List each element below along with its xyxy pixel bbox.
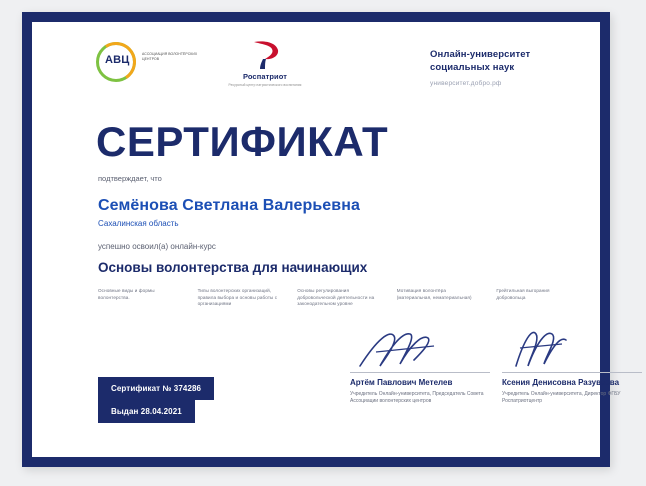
issue-date-badge: Выдан 28.04.2021	[98, 400, 195, 423]
badge-group	[98, 377, 214, 423]
signature-scribble-icon	[350, 326, 490, 372]
topic-item: Основы регулирования добровольческой деятельности на законодательном уровне	[297, 288, 375, 307]
signatory-name: Ксения Денисовна Разуваева	[502, 377, 620, 387]
confirm-text: подтверждает, что	[98, 174, 162, 183]
avc-abbr: АВЦ	[105, 54, 130, 66]
avc-subtitle: АССОЦИАЦИЯ ВОЛОНТЁРСКИХ ЦЕНТРОВ	[142, 52, 198, 61]
certificate-number-badge: Сертификат № 374286	[98, 377, 214, 400]
rospatriot-subtitle: Ресурсный центр патриотического воспитания	[228, 83, 302, 87]
topic-item: Грейтильная выгорания добровольца	[496, 288, 550, 300]
certificate-header	[54, 40, 578, 106]
avc-logo	[96, 40, 200, 84]
signatory-role: Учредитель Онлайн-университета, Председатель Совета Ассоциации волонтерских центров	[350, 390, 484, 404]
university-block	[430, 48, 570, 87]
rospatriot-logo	[226, 40, 304, 92]
topics-list	[98, 288, 578, 308]
rospatriot-mark-icon	[248, 40, 282, 70]
topic-item: Основные виды и формы волонтерства.	[98, 288, 155, 300]
certificate-body	[32, 22, 621, 457]
signatory-role: Учредитель Онлайн-университета, Директор ФГБУ Роспатриотцентр	[502, 390, 621, 404]
university-title: Онлайн-университет социальных наук	[430, 49, 531, 73]
logo-group	[96, 40, 304, 92]
signatory-name: Артём Павлович Метелев	[350, 377, 453, 387]
rospatriot-name: Роспатриот	[242, 72, 288, 81]
signature-block	[502, 326, 642, 405]
signature-scribble-icon	[502, 326, 642, 372]
signature-block	[350, 326, 490, 405]
topic-item: Мотивация волонтёра (материальная, нематериальная)	[396, 288, 472, 300]
certificate-content	[54, 40, 621, 441]
course-name: Основы волонтерства для начинающих	[98, 260, 368, 275]
recipient-name: Семёнова Светлана Валерьевна	[98, 197, 360, 214]
recipient-region: Сахалинская область	[98, 219, 179, 228]
certificate-frame	[22, 12, 621, 467]
certificate-title: СЕРТИФИКАТ	[96, 118, 389, 165]
completion-text: успешно освоил(а) онлайн-курс	[98, 242, 216, 251]
topic-item: Типы волонтерских организаций, правила выбора и основы работы с организациями	[197, 288, 278, 307]
university-url: университет.добро.рф	[430, 80, 502, 87]
